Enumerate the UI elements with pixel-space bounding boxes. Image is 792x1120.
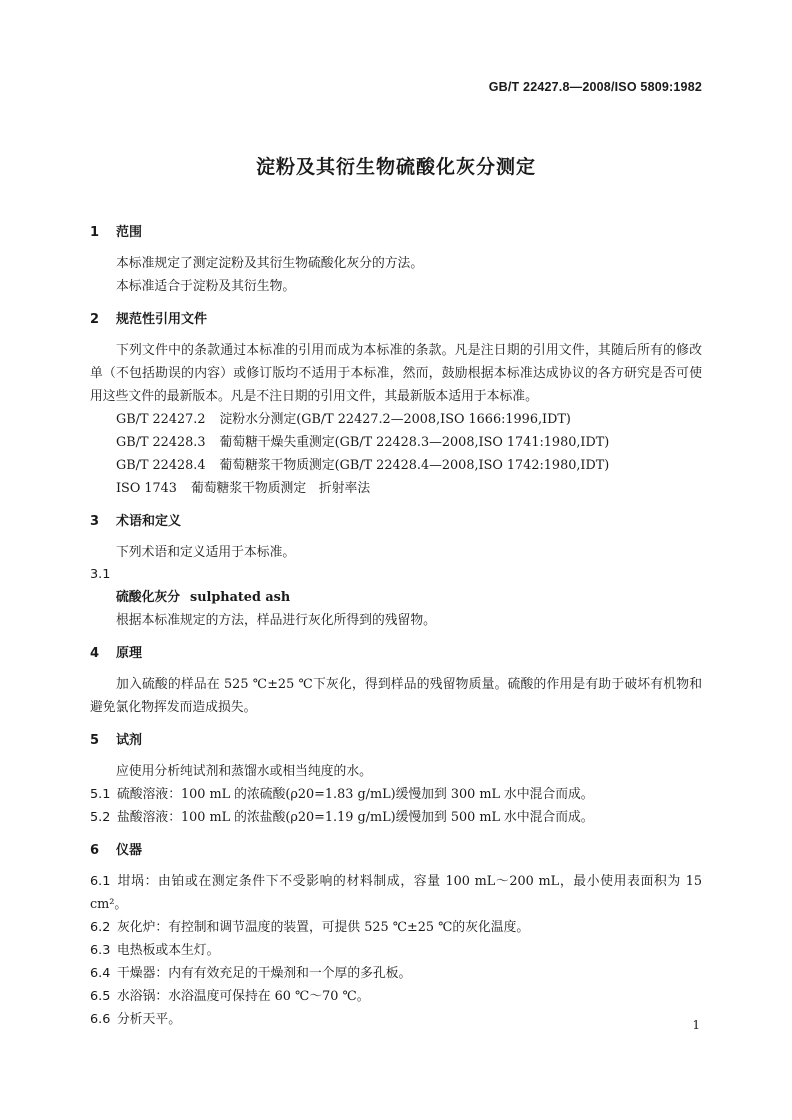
clause-text: 坩埚：由铂或在测定条件下不受影响的材料制成，容量 100 mL～200 mL，最小使用表面积为 15 cm²。 [90, 874, 702, 912]
normative-references-intro: 下列文件中的条款通过本标准的引用而成为本标准的条款。凡是注日期的引用文件，其随后所有的修改单（不包括勘误的内容）或修订版均不适用于本标准，然而，鼓励根据本标准达成协议的各方研究是否可使用这些文件的最新版本。凡是不注日期的引用文件，其最新版本适用于本标准。 [90, 343, 702, 404]
section-title: 术语和定义 [116, 514, 182, 529]
document-body [90, 222, 702, 1031]
clause-number: 6.2 [90, 920, 111, 935]
reference-code: GB/T 22427.2 [116, 412, 206, 427]
apparatus-item [90, 939, 702, 962]
clause-number: 6.1 [90, 874, 111, 889]
section-3-heading [90, 511, 702, 533]
terms-intro: 下列术语和定义适用于本标准。 [116, 545, 296, 560]
clause-number: 6.5 [90, 989, 111, 1004]
section-title: 仪器 [116, 843, 143, 858]
principle-paragraph: 加入硫酸的样品在 525 ℃±25 ℃下灰化，得到样品的残留物质量。硫酸的作用是有助于破坏有机物和避免氯化物挥发而造成损失。 [90, 677, 702, 715]
section-1-heading [90, 222, 702, 244]
section-number: 3 [90, 514, 100, 529]
page-number: 1 [692, 1018, 700, 1032]
apparatus-item [90, 962, 702, 985]
reference-title: 葡萄糖浆干物质测定 折射率法 [190, 481, 371, 496]
section-2-heading [90, 309, 702, 331]
scope-paragraph-2: 本标准适合于淀粉及其衍生物。 [116, 279, 296, 294]
section-4-heading [90, 643, 702, 665]
reference-item [90, 477, 702, 500]
section-number: 1 [90, 225, 100, 240]
clause-text: 电热板或本生灯。 [117, 943, 220, 958]
term-english: sulphated ash [189, 590, 291, 605]
term-chinese: 硫酸化灰分 [116, 590, 180, 605]
section-title: 规范性引用文件 [116, 312, 208, 327]
reference-item [90, 408, 702, 431]
apparatus-item [90, 1008, 702, 1031]
clause-text: 灰化炉：有控制和调节温度的装置，可提供 525 ℃±25 ℃的灰化温度。 [117, 920, 530, 935]
clause-number: 5.1 [90, 787, 111, 802]
standard-number-header: GB/T 22427.8—2008/ISO 5809:1982 [488, 80, 702, 94]
reference-item [90, 454, 702, 477]
section-6-heading [90, 840, 702, 862]
clause-number: 6.4 [90, 966, 111, 981]
clause-number: 6.6 [90, 1012, 111, 1027]
clause-text: 水浴锅：水浴温度可保持在 60 ℃～70 ℃。 [117, 989, 370, 1004]
document-title: 淀粉及其衍生物硫酸化灰分测定 [255, 156, 536, 178]
scope-paragraph-1: 本标准规定了测定淀粉及其衍生物硫酸化灰分的方法。 [116, 256, 424, 271]
reference-code: GB/T 22428.3 [116, 435, 206, 450]
apparatus-item [90, 916, 702, 939]
section-number: 5 [90, 733, 100, 748]
term-definition: 根据本标准规定的方法，样品进行灰化所得到的残留物。 [116, 613, 436, 628]
clause-number: 5.2 [90, 810, 111, 825]
section-number: 6 [90, 843, 100, 858]
clause-text: 干燥器：内有有效充足的干燥剂和一个厚的多孔板。 [117, 966, 412, 981]
clause-number: 6.3 [90, 943, 111, 958]
reference-title: 淀粉水分测定(GB/T 22427.2—2008,ISO 1666:1996,IDT) [219, 412, 571, 427]
reference-title: 葡萄糖浆干物质测定(GB/T 22428.4—2008,ISO 1742:1980,IDT) [219, 458, 610, 473]
section-number: 2 [90, 312, 100, 327]
section-title: 试剂 [116, 733, 143, 748]
apparatus-item [90, 985, 702, 1008]
reagent-item [90, 783, 702, 806]
clause-text: 分析天平。 [117, 1012, 181, 1027]
section-title: 范围 [116, 225, 143, 240]
reference-item [90, 431, 702, 454]
reference-code: GB/T 22428.4 [116, 458, 206, 473]
subclause-number: 3.1 [90, 567, 111, 582]
reagents-intro: 应使用分析纯试剂和蒸馏水或相当纯度的水。 [116, 764, 372, 779]
reagent-item [90, 806, 702, 829]
reference-code: ISO 1743 [116, 481, 177, 496]
section-title: 原理 [116, 646, 143, 661]
clause-text: 硫酸溶液：100 mL 的浓硫酸(ρ20=1.83 g/mL)缓慢加到 300 mL 水中混合而成。 [117, 787, 594, 802]
clause-text: 盐酸溶液：100 mL 的浓盐酸(ρ20=1.19 g/mL)缓慢加到 500 mL 水中混合而成。 [117, 810, 594, 825]
section-number: 4 [90, 646, 100, 661]
apparatus-item [90, 870, 702, 916]
term-entry [90, 586, 702, 609]
reference-title: 葡萄糖干燥失重测定(GB/T 22428.3—2008,ISO 1741:1980,IDT) [219, 435, 610, 450]
section-5-heading [90, 730, 702, 752]
